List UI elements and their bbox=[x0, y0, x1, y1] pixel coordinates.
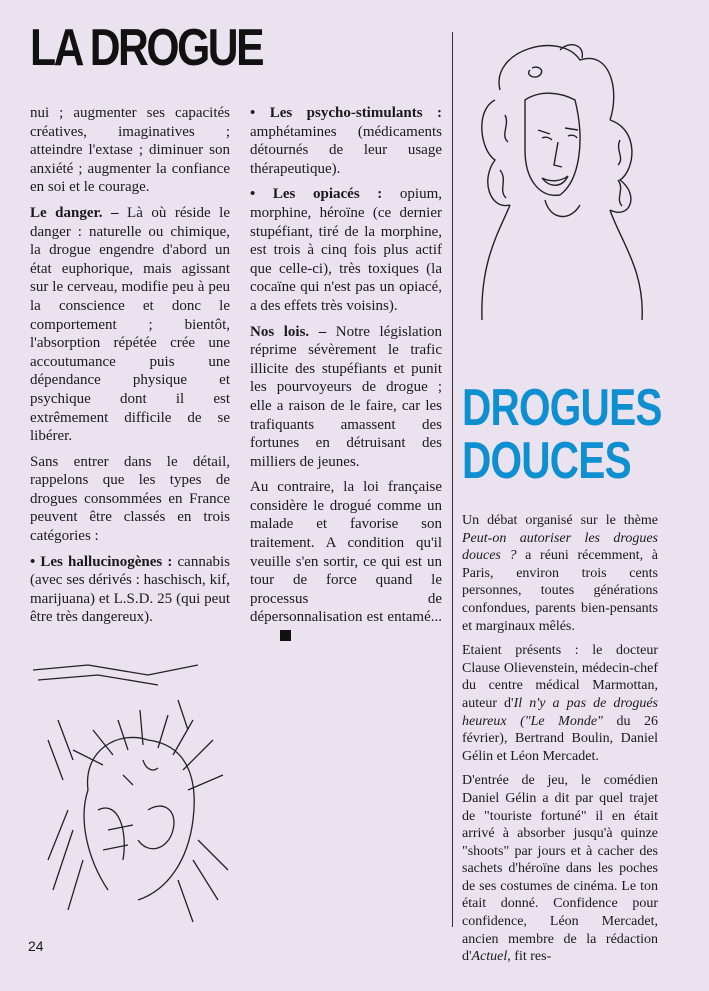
magazine-name-italic: Actuel, bbox=[471, 949, 511, 965]
section-title-line-2: DOUCES bbox=[462, 432, 631, 490]
article-column-2 bbox=[250, 104, 442, 653]
page-number: 24 bbox=[28, 938, 44, 954]
psycho-stimulants-paragraph bbox=[250, 104, 442, 178]
end-of-article-mark bbox=[280, 630, 291, 641]
testimony-text-a: D'entrée de jeu, le comédien Daniel Gélin a dit par quel trajet de "touriste fortuné" il en était arrivé à absorber jusqu'à quinze "shoots" par jours et à cacher des sachets d'héroïne dans les poches de ses costumes de cinéma. Le ton était donné. Confidence pour confidence, Léon Mercadet, ancien membre de la rédaction d' bbox=[462, 773, 658, 965]
testimony-paragraph bbox=[462, 772, 658, 966]
section-title-drogues-douces bbox=[462, 379, 662, 490]
section-title-line-1: DROGUES bbox=[462, 379, 662, 437]
categories-paragraph: Sans entrer dans le détail, rappelons que les types de drogues consommées en France peuvent être classés en trois catégories : bbox=[30, 453, 230, 545]
article-column-1 bbox=[30, 104, 230, 634]
face-drawing-illustration bbox=[470, 30, 655, 330]
opiates-text: opium, morphine, héroïne (ce dernier stupéfiant, tiré de la morphine, est trois à cinq fois plus actif que celle-ci), très toxiques (la cocaïne qui n'est pas un opiacé, a des effets très voisins). bbox=[250, 186, 442, 314]
participants-text-a: Etaient présents : le docteur Clause Olievenstein, médecin-chef du centre médical Marmottan, auteur d' bbox=[462, 643, 658, 711]
hallucinogens-heading: • Les hallucinogènes : bbox=[30, 553, 173, 570]
debate-theme-italic: Peut-on autoriser les drogues douces ? bbox=[462, 530, 658, 564]
opiates-paragraph bbox=[250, 185, 442, 315]
debate-text-b: a réuni récemment, à Paris, environ trois cents personnes, toutes générations confondues, parents bien-pensants et marginaux mêlés. bbox=[462, 548, 658, 634]
article-column-3 bbox=[462, 512, 658, 973]
hallucinogens-text: cannabis (avec ses dérivés : haschisch, kif, marijuana) et L.S.D. 25 (qui peut être très dangereux). bbox=[30, 553, 230, 626]
opiates-heading: • Les opiacés : bbox=[250, 186, 383, 203]
psycho-stimulants-text: amphétamines (médicaments détournés de leur usage thérapeutique). bbox=[250, 123, 442, 177]
column-divider bbox=[452, 32, 453, 927]
participants-paragraph bbox=[462, 642, 658, 765]
danger-text: Là où réside le danger : naturelle ou chimique, la drogue engendre d'abord un état euphorique, mais agissant sur le cerveau, modifie peu à peu la conscience et donc le comportement ; bientôt, l'absorption répétée crée une accoutumance puis une dépendance physique et psychique dont il est extrêmement difficile de se libérer. bbox=[30, 204, 230, 445]
testimony-text-b: fit res- bbox=[510, 949, 552, 965]
laws-heading: Nos lois. – bbox=[250, 323, 327, 340]
danger-paragraph bbox=[30, 204, 230, 446]
book-title-italic: Il n'y a pas de drogués heureux ("Le Monde" bbox=[462, 695, 658, 729]
intro-paragraph: nui ; augmenter ses capacités créatives, imaginatives ; atteindre l'extase ; diminuer son anxiété ; augmenter la confiance en soi et le courage. bbox=[30, 105, 230, 196]
danger-heading: Le danger. – bbox=[30, 204, 119, 221]
participants-text-b: du 26 février), Bertrand Boulin, Daniel Gélin et Léon Mercadet. bbox=[462, 713, 658, 764]
laws-paragraph bbox=[250, 323, 442, 472]
debate-text-a: Un débat organisé sur le thème bbox=[462, 513, 658, 528]
laws-text: Notre législation réprime sévèrement le trafic illicite des stupéfiants et punit les pourvoyeurs de drogue ; elle a raison de le faire, car les trafiquants amassent des fortunes en détruisant des milliers de jeunes. bbox=[250, 323, 442, 470]
head-drawing-illustration bbox=[28, 660, 258, 930]
hallucinogens-paragraph bbox=[30, 553, 230, 627]
treatment-text: Au contraire, la loi française considère le drogué comme un malade et favorise son traitement. A condition qu'il veuille s'en sortir, ce qui est un tour de force quand le processus de dépersonnalisation est entamé... bbox=[250, 479, 442, 626]
page-title: LA DROGUE bbox=[30, 19, 263, 77]
psycho-stimulants-heading: • Les psycho-stimulants : bbox=[250, 105, 442, 121]
debate-paragraph bbox=[462, 512, 658, 635]
treatment-paragraph bbox=[250, 478, 442, 645]
